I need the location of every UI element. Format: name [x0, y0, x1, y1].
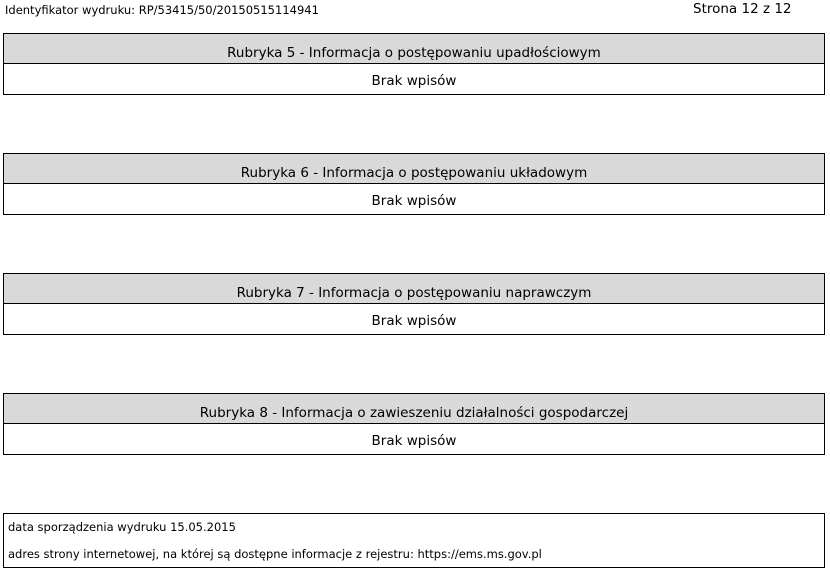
section-content: Brak wpisów: [371, 433, 457, 449]
section-title: Rubryka 7 - Informacja o postępowaniu naprawczym: [4, 274, 824, 304]
document-id: Identyfikator wydruku: RP/53415/50/20150515114941: [5, 3, 319, 17]
section-rubryka-6: [3, 153, 825, 215]
section-rubryka-8: [3, 393, 825, 455]
section-content: Brak wpisów: [371, 73, 457, 89]
page-number: Strona 12 z 12: [693, 1, 792, 17]
print-date: data sporządzenia wydruku 15.05.2015: [8, 520, 236, 534]
section-title: Rubryka 5 - Informacja o postępowaniu upadłościowym: [4, 34, 824, 64]
section-content: Brak wpisów: [371, 313, 457, 329]
section-content: Brak wpisów: [371, 193, 457, 209]
section-rubryka-5: [3, 33, 825, 95]
section-title: Rubryka 6 - Informacja o postępowaniu układowym: [4, 154, 824, 184]
section-title: Rubryka 8 - Informacja o zawieszeniu działalności gospodarczej: [4, 394, 824, 424]
section-rubryka-7: [3, 273, 825, 335]
footer-box: [3, 513, 825, 568]
registry-website: adres strony internetowej, na której są dostępne informacje z rejestru: https://ems.ms.gov.pl: [8, 547, 542, 561]
